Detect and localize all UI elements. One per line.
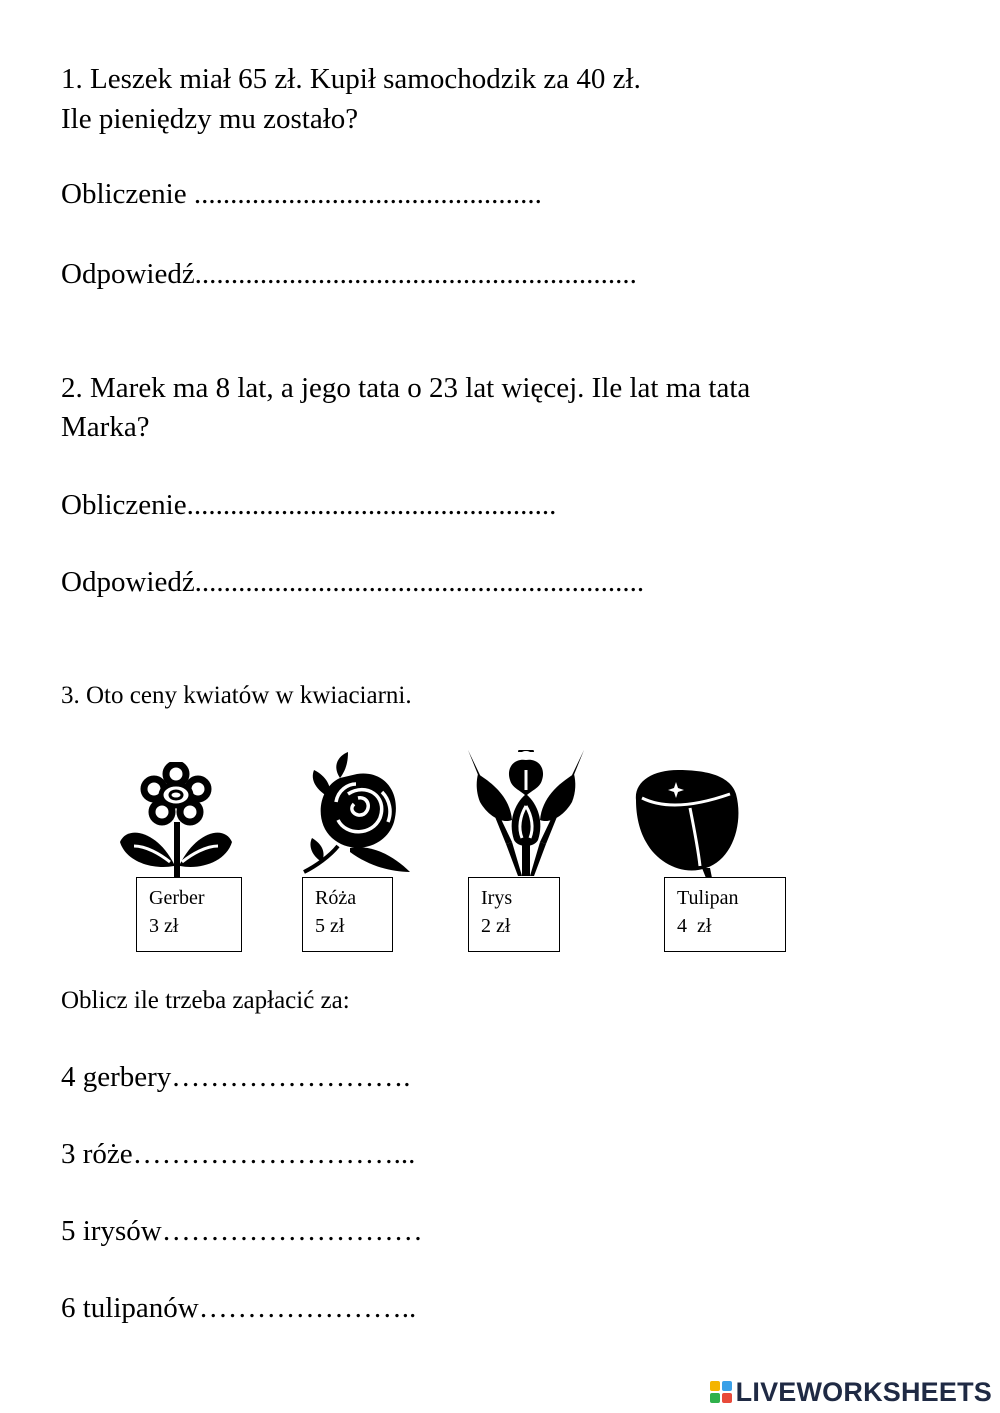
- flower-name: Irys: [481, 887, 513, 909]
- task3-intro: 3. Oto ceny kwiatów w kwiaciarni.: [61, 682, 412, 709]
- logo-mark-icon: [710, 1381, 732, 1403]
- task1-calculation[interactable]: Obliczenie ................................................: [61, 178, 542, 210]
- purchase-item-gerbera[interactable]: 4 gerbery…………………….: [61, 1061, 411, 1093]
- purchase-item-iris[interactable]: 5 irysów………………………: [61, 1215, 423, 1247]
- flower-price: 5 zł: [315, 915, 345, 937]
- flower-price-card: [302, 877, 393, 952]
- flower-price: 2 zł: [481, 915, 511, 937]
- flower-name: Gerber: [149, 887, 205, 909]
- logo-square-green: [710, 1393, 720, 1403]
- logo-text: LIVEWORKSHEETS: [735, 1376, 992, 1407]
- logo-square-blue: [722, 1381, 732, 1391]
- task1-question-line1: 1. Leszek miał 65 zł. Kupił samochodzik za 40 zł.: [61, 63, 641, 95]
- task2-question-line2: Marka?: [61, 411, 150, 443]
- flower-price: 3 zł: [149, 915, 179, 937]
- task2-answer[interactable]: Odpowiedź..............................................................: [61, 566, 645, 598]
- flower-name: Tulipan: [677, 887, 739, 909]
- liveworksheets-logo: [710, 1377, 992, 1407]
- flower-name: Róża: [315, 887, 357, 909]
- flower-price-card: [468, 877, 560, 952]
- gerbera-icon: [118, 762, 234, 880]
- purchase-item-rose[interactable]: 3 róże………………………...: [61, 1138, 416, 1170]
- logo-square-red: [722, 1393, 732, 1403]
- task2-question-line1: 2. Marek ma 8 lat, a jego tata o 23 lat więcej. Ile lat ma tata: [61, 372, 751, 404]
- flower-price: 4 zł: [677, 915, 712, 937]
- task2-calculation[interactable]: Obliczenie...................................................: [61, 489, 557, 521]
- rose-icon: [302, 752, 412, 876]
- task3-question: Oblicz ile trzeba zapłacić za:: [61, 987, 350, 1014]
- iris-icon: [466, 750, 586, 878]
- flower-price-card: [664, 877, 786, 952]
- task1-answer[interactable]: Odpowiedź.............................................................: [61, 258, 637, 290]
- tulip-icon: [632, 768, 744, 878]
- logo-square-yellow: [710, 1381, 720, 1391]
- purchase-item-tulip[interactable]: 6 tulipanów…………………..: [61, 1292, 417, 1324]
- task1-question-line2: Ile pieniędzy mu zostało?: [61, 103, 359, 135]
- flower-price-card: [136, 877, 242, 952]
